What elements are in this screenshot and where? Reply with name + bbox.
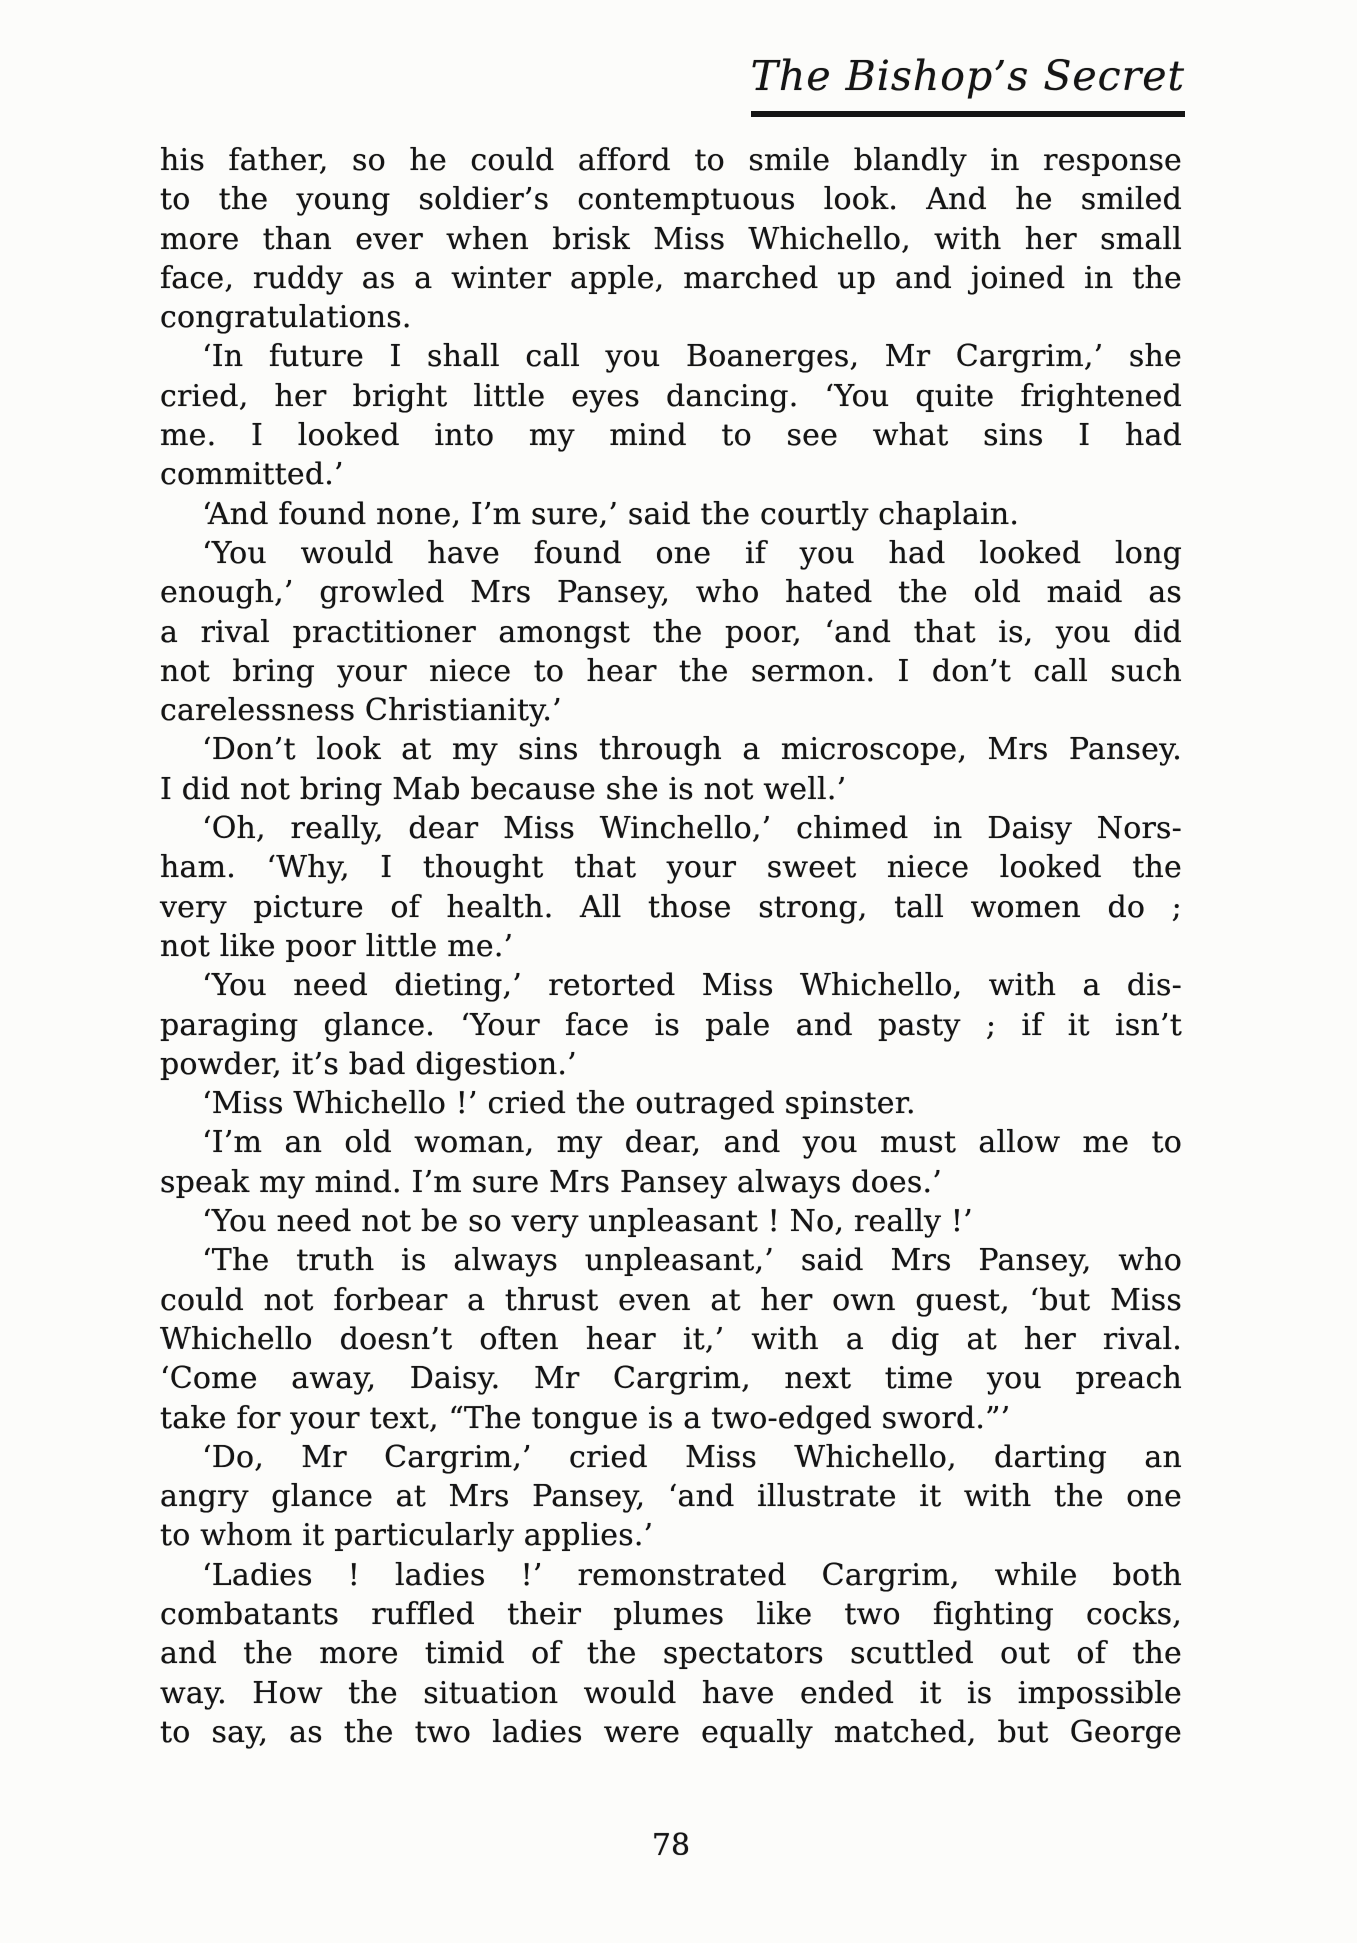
text-line: committed.’ [160,457,344,493]
text-line: face, ruddy as a winter apple, marched up and joined in the [160,260,1182,296]
text-line: ‘Come away, Daisy. Mr Cargrim, next time you preach [160,1361,1182,1397]
text-line: ‘Don’t look at my sins through a microscope, Mrs Pansey. [202,732,1182,768]
text-line: ‘You would have found one if you had looked long [202,535,1182,571]
text-line: to the young soldier’s contemptuous look. And he smiled [160,182,1182,218]
text-line: to say, as the two ladies were equally matched, but George [160,1714,1182,1750]
text-line: I did not bring Mab because she is not well.’ [160,771,847,807]
text-line: take for your text, “The tongue is a two-edged sword.”’ [160,1400,1011,1436]
text-line: ‘And found none, I’m sure,’ said the courtly chaplain. [202,496,1020,532]
page-number: 78 [651,1828,691,1863]
text-line: ‘The truth is always unpleasant,’ said Mrs Pansey, who [202,1243,1182,1279]
text-line: me. I looked into my mind to see what sins I had [160,418,1182,454]
text-line: ‘Ladies ! ladies !’ remonstrated Cargrim, while both [202,1557,1182,1593]
text-line: ‘You need not be so very unpleasant ! No, really !’ [202,1204,973,1240]
text-line: not bring your niece to hear the sermon. I don’t call such [160,653,1182,689]
running-header-title: The Bishop’s Secret [751,52,1185,117]
text-line: cried, her bright little eyes dancing. ‘You quite frightened [160,378,1182,414]
text-line: enough,’ growled Mrs Pansey, who hated the old maid as [160,575,1182,611]
text-line: to whom it particularly applies.’ [160,1518,654,1554]
text-line: his father, so he could afford to smile blandly in response [160,143,1182,178]
text-line: ‘In future I shall call you Boanerges, Mr Cargrim,’ she [202,339,1182,375]
text-line: very picture of health. All those strong, tall women do ; [160,889,1182,925]
text-line: ‘Miss Whichello !’ cried the outraged spinster. [202,1086,916,1122]
text-line: Whichello doesn’t often hear it,’ with a dig at her rival. [160,1321,1182,1357]
text-line: angry glance at Mrs Pansey, ‘and illustrate it with the one [160,1479,1182,1515]
text-line: more than ever when brisk Miss Whichello, with her small [160,221,1182,257]
text-line: ‘You need dieting,’ retorted Miss Whichello, with a dis- [202,968,1182,1004]
text-line: speak my mind. I’m sure Mrs Pansey always does.’ [160,1164,942,1200]
text-line: not like poor little me.’ [160,928,514,964]
text-line: and the more timid of the spectators scuttled out of the [160,1636,1182,1672]
text-line: ham. ‘Why, I thought that your sweet niece looked the [160,850,1182,886]
text-line: way. How the situation would have ended it is impossible [160,1675,1182,1711]
running-header [751,52,1185,117]
text-line: powder, it’s bad digestion.’ [160,1046,577,1082]
text-line: a rival practitioner amongst the poor, ‘and that is, you did [160,614,1182,650]
text-line: congratulations. [160,300,412,336]
text-line: carelessness Christianity.’ [160,693,562,729]
body-text [160,141,1182,1752]
text-line: combatants ruffled their plumes like two fighting cocks, [160,1596,1182,1632]
text-line: paraging glance. ‘Your face is pale and pasty ; if it isn’t [160,1007,1182,1043]
text-line: could not forbear a thrust even at her own guest, ‘but Miss [160,1282,1182,1318]
text-line: ‘Oh, really, dear Miss Winchello,’ chimed in Daisy Nors- [202,811,1182,847]
text-line: ‘I’m an old woman, my dear, and you must allow me to [202,1125,1182,1161]
text-line: ‘Do, Mr Cargrim,’ cried Miss Whichello, darting an [202,1439,1182,1475]
